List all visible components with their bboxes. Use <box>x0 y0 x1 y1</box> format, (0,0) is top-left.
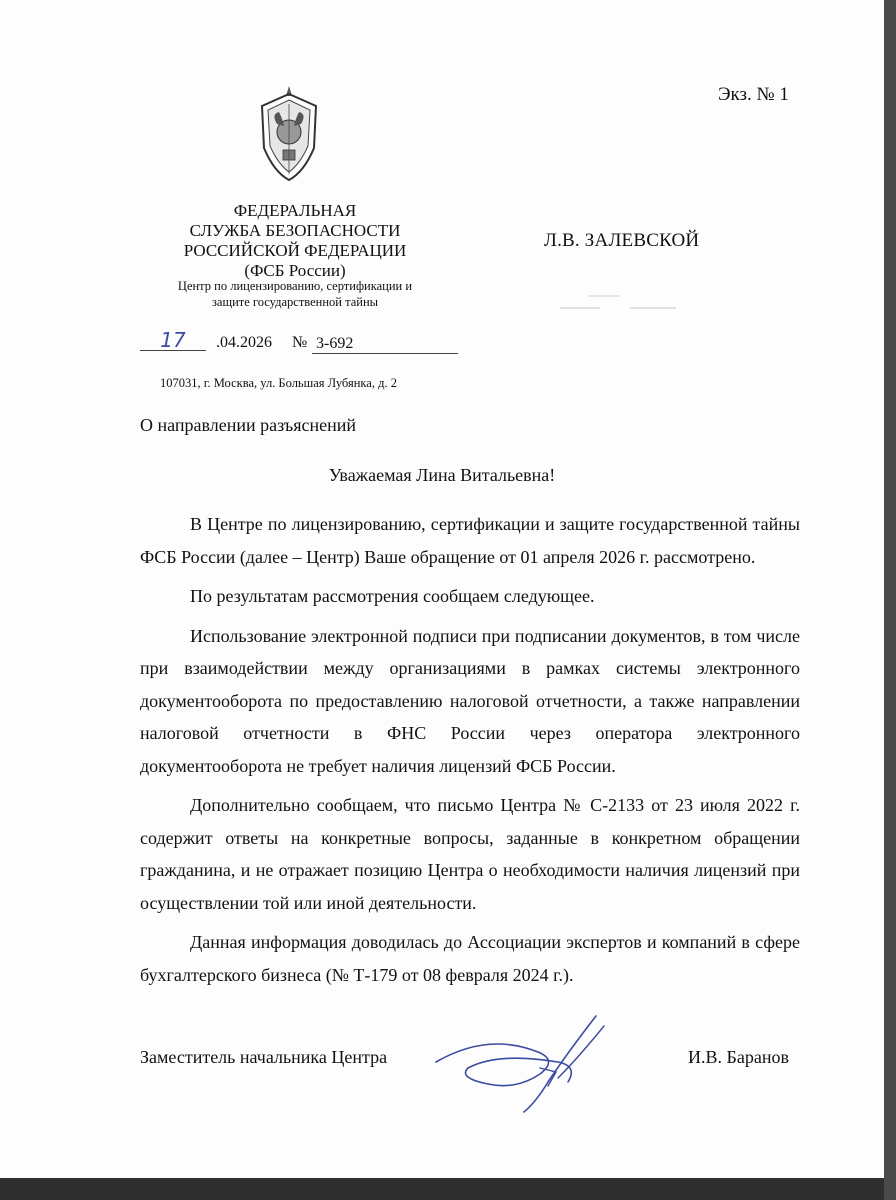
org-line: ФЕДЕРАЛЬНАЯ <box>233 201 357 220</box>
department-line: Центр по лицензированию, сертификации и <box>177 279 413 293</box>
registration-number: 3-692 <box>312 334 458 354</box>
sender-department <box>146 278 444 310</box>
copy-number: Экз. № 1 <box>718 84 789 105</box>
signer-title: Заместитель начальника Центра <box>140 1047 388 1067</box>
registration-date: .04.2026 <box>216 334 272 351</box>
body-paragraph: Дополнительно сообщаем, что письмо Центра № С-2133 от 23 июля 2022 г. содержит ответы на конкретные вопросы, заданные в конкретном обращении гражданина, и не отражает позицию Центра о необходимости наличия лицензий при осуществлении той или иной деятельности. <box>140 795 800 913</box>
body-paragraph: Использование электронной подписи при подписании документов, в том числе при взаимодействии между организациями в рамках системы электронного документооборота по предоставлению налоговой отчетности, а также направлении налоговой отчетности в ФНС России через оператора электронного документооборота не требует наличия лицензий ФСБ России. <box>140 625 800 776</box>
org-line: (ФСБ России) <box>244 261 346 280</box>
registration-number-label: № <box>292 334 308 351</box>
handwritten-signature <box>428 1012 628 1117</box>
scan-border-right <box>884 0 896 1200</box>
org-line: СЛУЖБА БЕЗОПАСНОСТИ <box>189 221 401 240</box>
signer-name: И.В. Баранов <box>688 1047 789 1067</box>
body-paragraph: Данная информация доводилась до Ассоциации экспертов и компаний в сфере бухгалтерского бизнеса (№ Т-179 от 08 февраля 2024 г.). <box>140 932 800 985</box>
sender-address: 107031, г. Москва, ул. Большая Лубянка, д. 2 <box>160 376 397 390</box>
redacted-text-mark <box>560 290 680 310</box>
addressee: Л.В. ЗАЛЕВСКОЙ <box>544 230 700 251</box>
body-paragraph: По результатам рассмотрения сообщаем следующее. <box>190 586 595 606</box>
fsb-emblem-icon <box>256 84 322 184</box>
letter-body <box>140 508 800 998</box>
greeting: Уважаемая Лина Витальевна! <box>328 465 556 485</box>
department-line: защите государственной тайны <box>211 295 379 309</box>
scan-border-bottom <box>0 1178 884 1200</box>
sender-organization <box>150 201 440 281</box>
body-paragraph: В Центре по лицензированию, сертификации и защите государственной тайны ФСБ России (далее – Центр) Ваше обращение от 01 апреля 2026 г. рассмотрено. <box>140 514 800 567</box>
registration-day: 17 <box>140 328 206 351</box>
org-line: РОССИЙСКОЙ ФЕДЕРАЦИИ <box>183 241 407 260</box>
letter-subject: О направлении разъяснений <box>140 415 357 435</box>
